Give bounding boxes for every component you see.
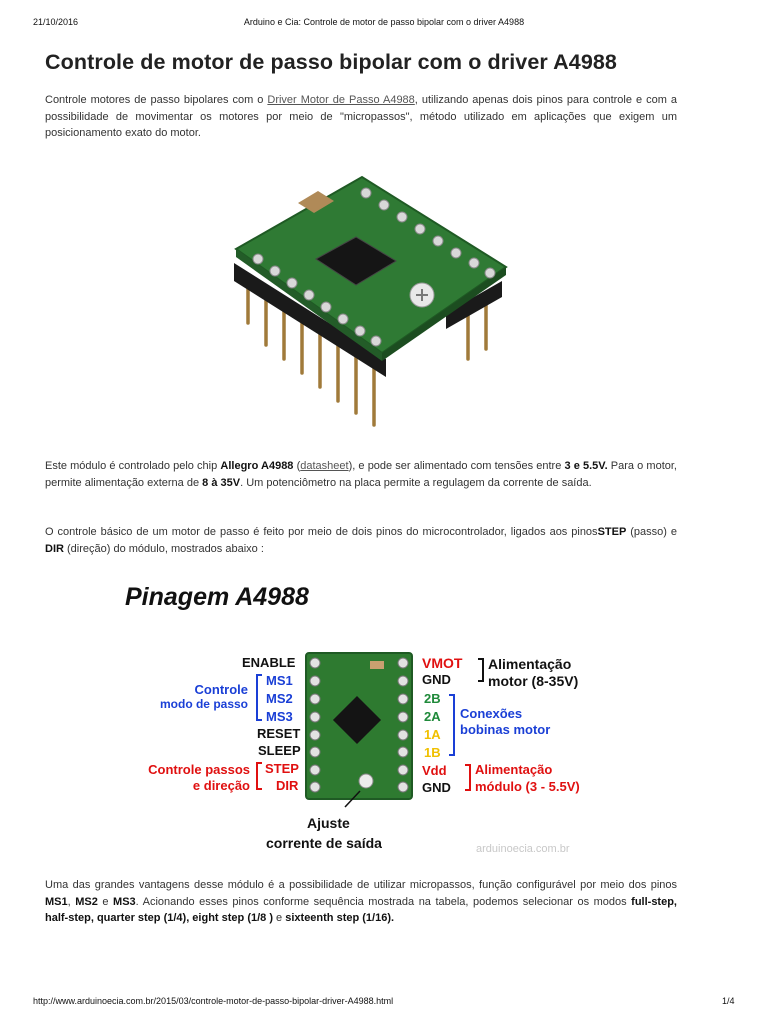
pin-ms3: MS3	[266, 709, 293, 724]
chip-paragraph	[45, 458, 677, 491]
pin-ms1: MS1	[266, 673, 293, 688]
intro-paragraph	[45, 92, 677, 142]
pin-1b: 1B	[424, 745, 441, 760]
group-controle-passos: Controle passos	[148, 762, 250, 777]
micropassos-paragraph	[45, 877, 677, 927]
group-alim-modulo-1: Alimentação	[475, 762, 553, 777]
intro-text-2: , utilizando apenas dois pinos para controle e com a possibilidade de movimentar os motores por meio de "micropassos", método utilizado em aplicações que exigem um posicionamento exato do motor.	[45, 94, 677, 139]
pin-step: STEP	[265, 761, 299, 776]
chip-text-5: . Um potenciômetro na placa permite a regulagem da corrente de saída.	[240, 476, 592, 489]
intro-text-1: Controle motores de passo bipolares com o	[45, 94, 268, 106]
print-page-title: Arduino e Cia: Controle de motor de passo bipolar com o driver A4988	[243, 17, 525, 27]
pin-ms2: MS2	[266, 691, 293, 706]
datasheet-link[interactable]: datasheet	[300, 460, 349, 472]
group-conexoes-2: bobinas motor	[460, 722, 551, 737]
pin-dir: DIR	[276, 778, 299, 793]
ms1-text: MS1	[45, 895, 68, 908]
control-text-3: (direção) do módulo, mostrados abaixo :	[63, 542, 264, 555]
chip-text-3: ), e pode ser alimentado com tensões entre	[348, 460, 565, 472]
pinout-board-svg	[112, 575, 632, 865]
pin-enable: ENABLE	[242, 655, 296, 670]
micro-text-2: ,	[67, 895, 76, 908]
control-text-1: O controle básico de um motor de passo é feito por meio de dois pinos do microcontrolador, ligados aos pinos	[45, 526, 598, 538]
pin-sleep: SLEEP	[258, 743, 301, 758]
driver-link[interactable]: Driver Motor de Passo A4988	[267, 94, 415, 106]
chip-name: Allegro A4988	[220, 460, 294, 472]
chip-text-2: (	[293, 460, 301, 472]
control-text-2: (passo) e	[626, 526, 677, 538]
pin-1a: 1A	[424, 727, 441, 742]
ajuste-label: Ajuste	[307, 815, 350, 831]
micro-text-1: Uma das grandes vantagens desse módulo é a possibilidade de utilizar micropassos, função configurável por meio dos pinos	[45, 879, 677, 891]
pin-2a: 2A	[424, 709, 441, 724]
micro-text-4: . Acionando esses pinos conforme sequência mostrada na tabela, podemos selecionar os modos	[135, 895, 632, 908]
sixteenth-text: sixteenth step (1/16).	[285, 912, 395, 924]
driver-board-photo	[206, 163, 518, 441]
micro-text-5: e	[273, 912, 286, 924]
group-modo-passo: modo de passo	[159, 697, 248, 711]
step-pin-text: STEP	[597, 526, 627, 538]
pin-reset: RESET	[257, 726, 301, 741]
micro-text-3: e	[97, 895, 114, 908]
motor-voltage: 8 à 35V	[202, 476, 241, 489]
print-date: 21/10/2016	[33, 17, 79, 27]
pin-vdd: Vdd	[422, 763, 447, 778]
footer-url: http://www.arduinoecia.com.br/2015/03/controle-motor-de-passo-bipolar-driver-A4988.html	[33, 996, 394, 1006]
ms2-text: MS2	[75, 895, 98, 908]
group-direcao: e direção	[192, 778, 250, 793]
pinout-title: Pinagem A4988	[125, 583, 309, 611]
modes-text: full-step, half-step, quarter step (1/4), eight step (1/8 )	[45, 895, 677, 924]
footer-page: 1/4	[722, 996, 735, 1006]
chip-text-1: Este módulo é controlado pelo chip	[45, 460, 221, 472]
article-title: Controle de motor de passo bipolar com o driver A4988	[45, 50, 617, 74]
control-paragraph	[45, 524, 677, 557]
watermark: arduinoecia.com.br	[476, 843, 570, 855]
ms3-text: MS3	[113, 895, 136, 908]
pin-gnd-motor: GND	[422, 672, 451, 687]
group-alim-motor-2: motor (8-35V)	[488, 673, 579, 689]
pin-gnd-logic: GND	[422, 780, 451, 795]
logic-voltage: 3 e 5.5V.	[564, 460, 608, 472]
group-alim-modulo-2: módulo (3 - 5.5V)	[475, 779, 580, 794]
group-alim-motor-1: Alimentação	[488, 656, 572, 672]
pin-2b: 2B	[424, 691, 441, 706]
group-controle: Controle	[194, 682, 248, 697]
pin-vmot: VMOT	[422, 655, 463, 671]
group-conexoes-1: Conexões	[460, 706, 523, 721]
pinout-diagram	[112, 575, 632, 865]
corrente-label: corrente de saída	[266, 835, 382, 851]
dir-pin-text: DIR	[45, 542, 64, 555]
chip-text-4: Para o motor, permite alimentação externa de	[45, 460, 677, 489]
